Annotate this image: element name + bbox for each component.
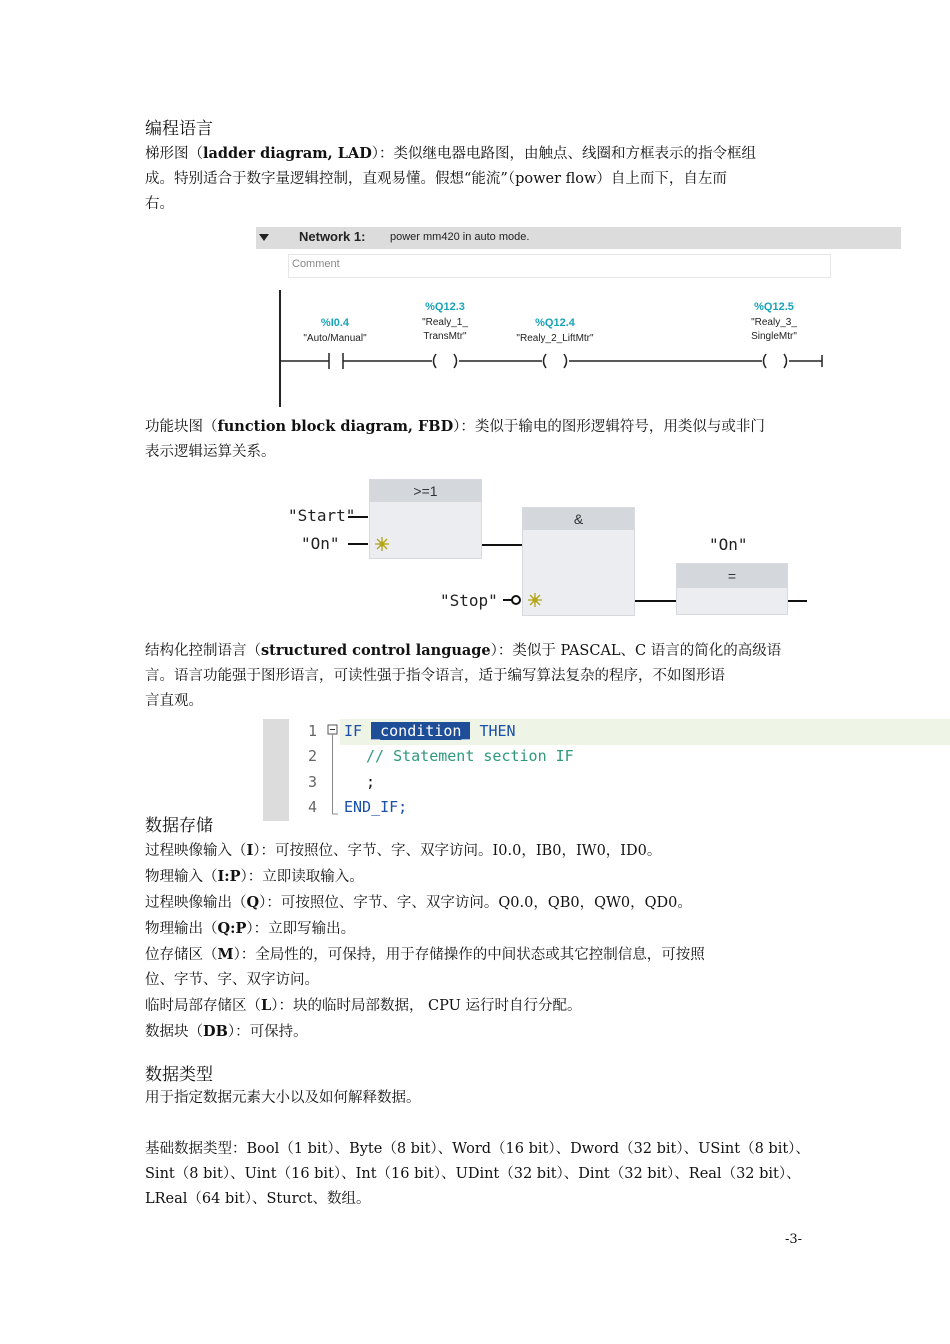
collapse-triangle-icon[interactable] [259, 234, 269, 241]
storage-item-DB: 数据块（DB）：可保持。 [145, 1023, 308, 1040]
coil-symbol-3 [764, 354, 787, 368]
storage-item-Q: 过程映像输出（Q）：可按照位、字节、字、双字访问。Q0.0，QB0，QW0，QD0。 [145, 894, 692, 911]
storage-item-IP: 物理输入（I:P）：立即读取输入。 [145, 868, 364, 885]
coil-3-address: %Q12.5 [754, 301, 794, 313]
storage-item-I: 过程映像输入（I）：可按照位、字节、字、双字访问。I0.0，IB0，IW0，ID0。 [145, 842, 662, 859]
and-block-label: & [523, 508, 634, 530]
line-number: 4 [308, 798, 318, 816]
coil-3-tag-line2: SingleMtr" [751, 331, 797, 342]
output-on-label: "On" [709, 535, 748, 554]
storage-item-M-cont: 位、字节、字、双字访问。 [145, 972, 319, 988]
basic-types-line1: 基础数据类型：Bool（1 bit）、Byte（8 bit）、Word（16 bit）、Dword（32 bit）、USint（8 bit）、 [145, 1141, 810, 1157]
scl-paragraph [145, 638, 825, 714]
lad-paragraph-line1: 梯形图（ladder diagram, LAD）：类似继电器电路图，由触点、线圈和方框表示的指令框组 [145, 145, 757, 162]
storage-list [145, 838, 825, 1045]
network-comment-field[interactable]: Comment [288, 254, 831, 278]
lad-paragraph-line2: 成。特别适合于数字量逻辑控制，直观易懂。假想“能流”（power flow）自上而下，自左而 [145, 171, 727, 187]
basic-types-line3: LReal（64 bit）、Sturct、数组。 [145, 1191, 371, 1207]
coil-3-tag-line1: "Realy_3_ [751, 317, 797, 328]
storage-item-L: 临时局部存储区（L）：块的临时局部数据， CPU 运行时自行分配。 [145, 997, 582, 1014]
coil-symbol-2 [544, 354, 567, 368]
storage-item-QP: 物理输出（Q:P）：立即写输出。 [145, 920, 356, 937]
negation-circle [512, 596, 520, 604]
code-line-2[interactable]: // Statement section IF [366, 747, 574, 765]
fbd-paragraph [145, 414, 825, 465]
basic-types-paragraph [145, 1137, 825, 1212]
section-heading-data-storage: 数据存储 [145, 816, 213, 836]
selected-condition[interactable]: _condition_ [371, 722, 471, 740]
storage-item-M: 位存储区（M）：全局性的，可保持，用于存储操作的中间状态或其它控制信息，可按照 [145, 946, 705, 963]
lad-paragraph-line3: 右。 [145, 196, 174, 212]
types-intro: 用于指定数据元素大小以及如何解释数据。 [145, 1090, 421, 1106]
scl-paragraph-line3: 言直观。 [145, 693, 203, 709]
lad-paragraph [145, 141, 825, 217]
scl-paragraph-line2: 言。语言功能强于图形语言，可读性强于指令语言，适于编写算法复杂的程序，不如图形语 [145, 668, 725, 684]
code-line-3[interactable]: ; [366, 773, 376, 791]
input-start-label: "Start" [288, 506, 356, 525]
line-number: 3 [308, 773, 318, 791]
coil-1-tag-line2: TransMtr" [423, 331, 467, 342]
sparkle-icon [528, 593, 542, 607]
line-number: 2 [308, 747, 318, 765]
lad-term: ladder diagram, LAD [203, 145, 372, 162]
input-stop-label: "Stop" [440, 591, 498, 610]
editor-gutter [263, 719, 289, 821]
coil-1-address: %Q12.3 [425, 301, 465, 313]
assign-block-label: = [677, 564, 787, 588]
contact-address: %I0.4 [320, 317, 350, 329]
fold-guide [326, 722, 340, 820]
section-heading-data-types: 数据类型 [145, 1065, 213, 1085]
or-block-label: >=1 [370, 480, 481, 502]
fbd-paragraph-line1: 功能块图（function block diagram, FBD）：类似于输电的图形逻辑符号，用类似与或非门 [145, 418, 765, 435]
fbd-term: function block diagram, FBD [217, 418, 454, 435]
coil-2-address: %Q12.4 [535, 317, 575, 329]
contact-tag: "Auto/Manual" [303, 333, 367, 344]
input-on-label: "On" [301, 534, 340, 553]
contact-symbol [329, 353, 343, 369]
line-number: 1 [308, 722, 318, 740]
fbd-wiring [340, 500, 810, 615]
page-number: -3- [785, 1232, 803, 1247]
network-label: Network 1: [299, 229, 366, 244]
code-line-4[interactable]: END_IF; [344, 798, 408, 816]
coil-symbol-1 [434, 354, 457, 368]
scl-paragraph-line1: 结构化控制语言（structured control language）：类似于 PASCAL、C 语言的简化的高级语 [145, 642, 782, 659]
basic-types-line2: Sint（8 bit）、Uint（16 bit）、Int（16 bit）、UDint（32 bit）、Dint（32 bit）、Real（32 bit）、 [145, 1166, 801, 1182]
scl-term: structured control language [261, 642, 491, 659]
coil-2-tag: "Realy_2_LiftMtr" [516, 333, 594, 344]
fbd-paragraph-line2: 表示逻辑运算关系。 [145, 444, 276, 460]
sparkle-icon [375, 537, 389, 551]
coil-1-tag-line1: "Realy_1_ [422, 317, 468, 328]
section-heading-programming-language: 编程语言 [145, 119, 213, 139]
code-line-1[interactable]: IF _condition_ THEN [344, 722, 516, 740]
network-description: power mm420 in auto mode. [390, 231, 530, 243]
